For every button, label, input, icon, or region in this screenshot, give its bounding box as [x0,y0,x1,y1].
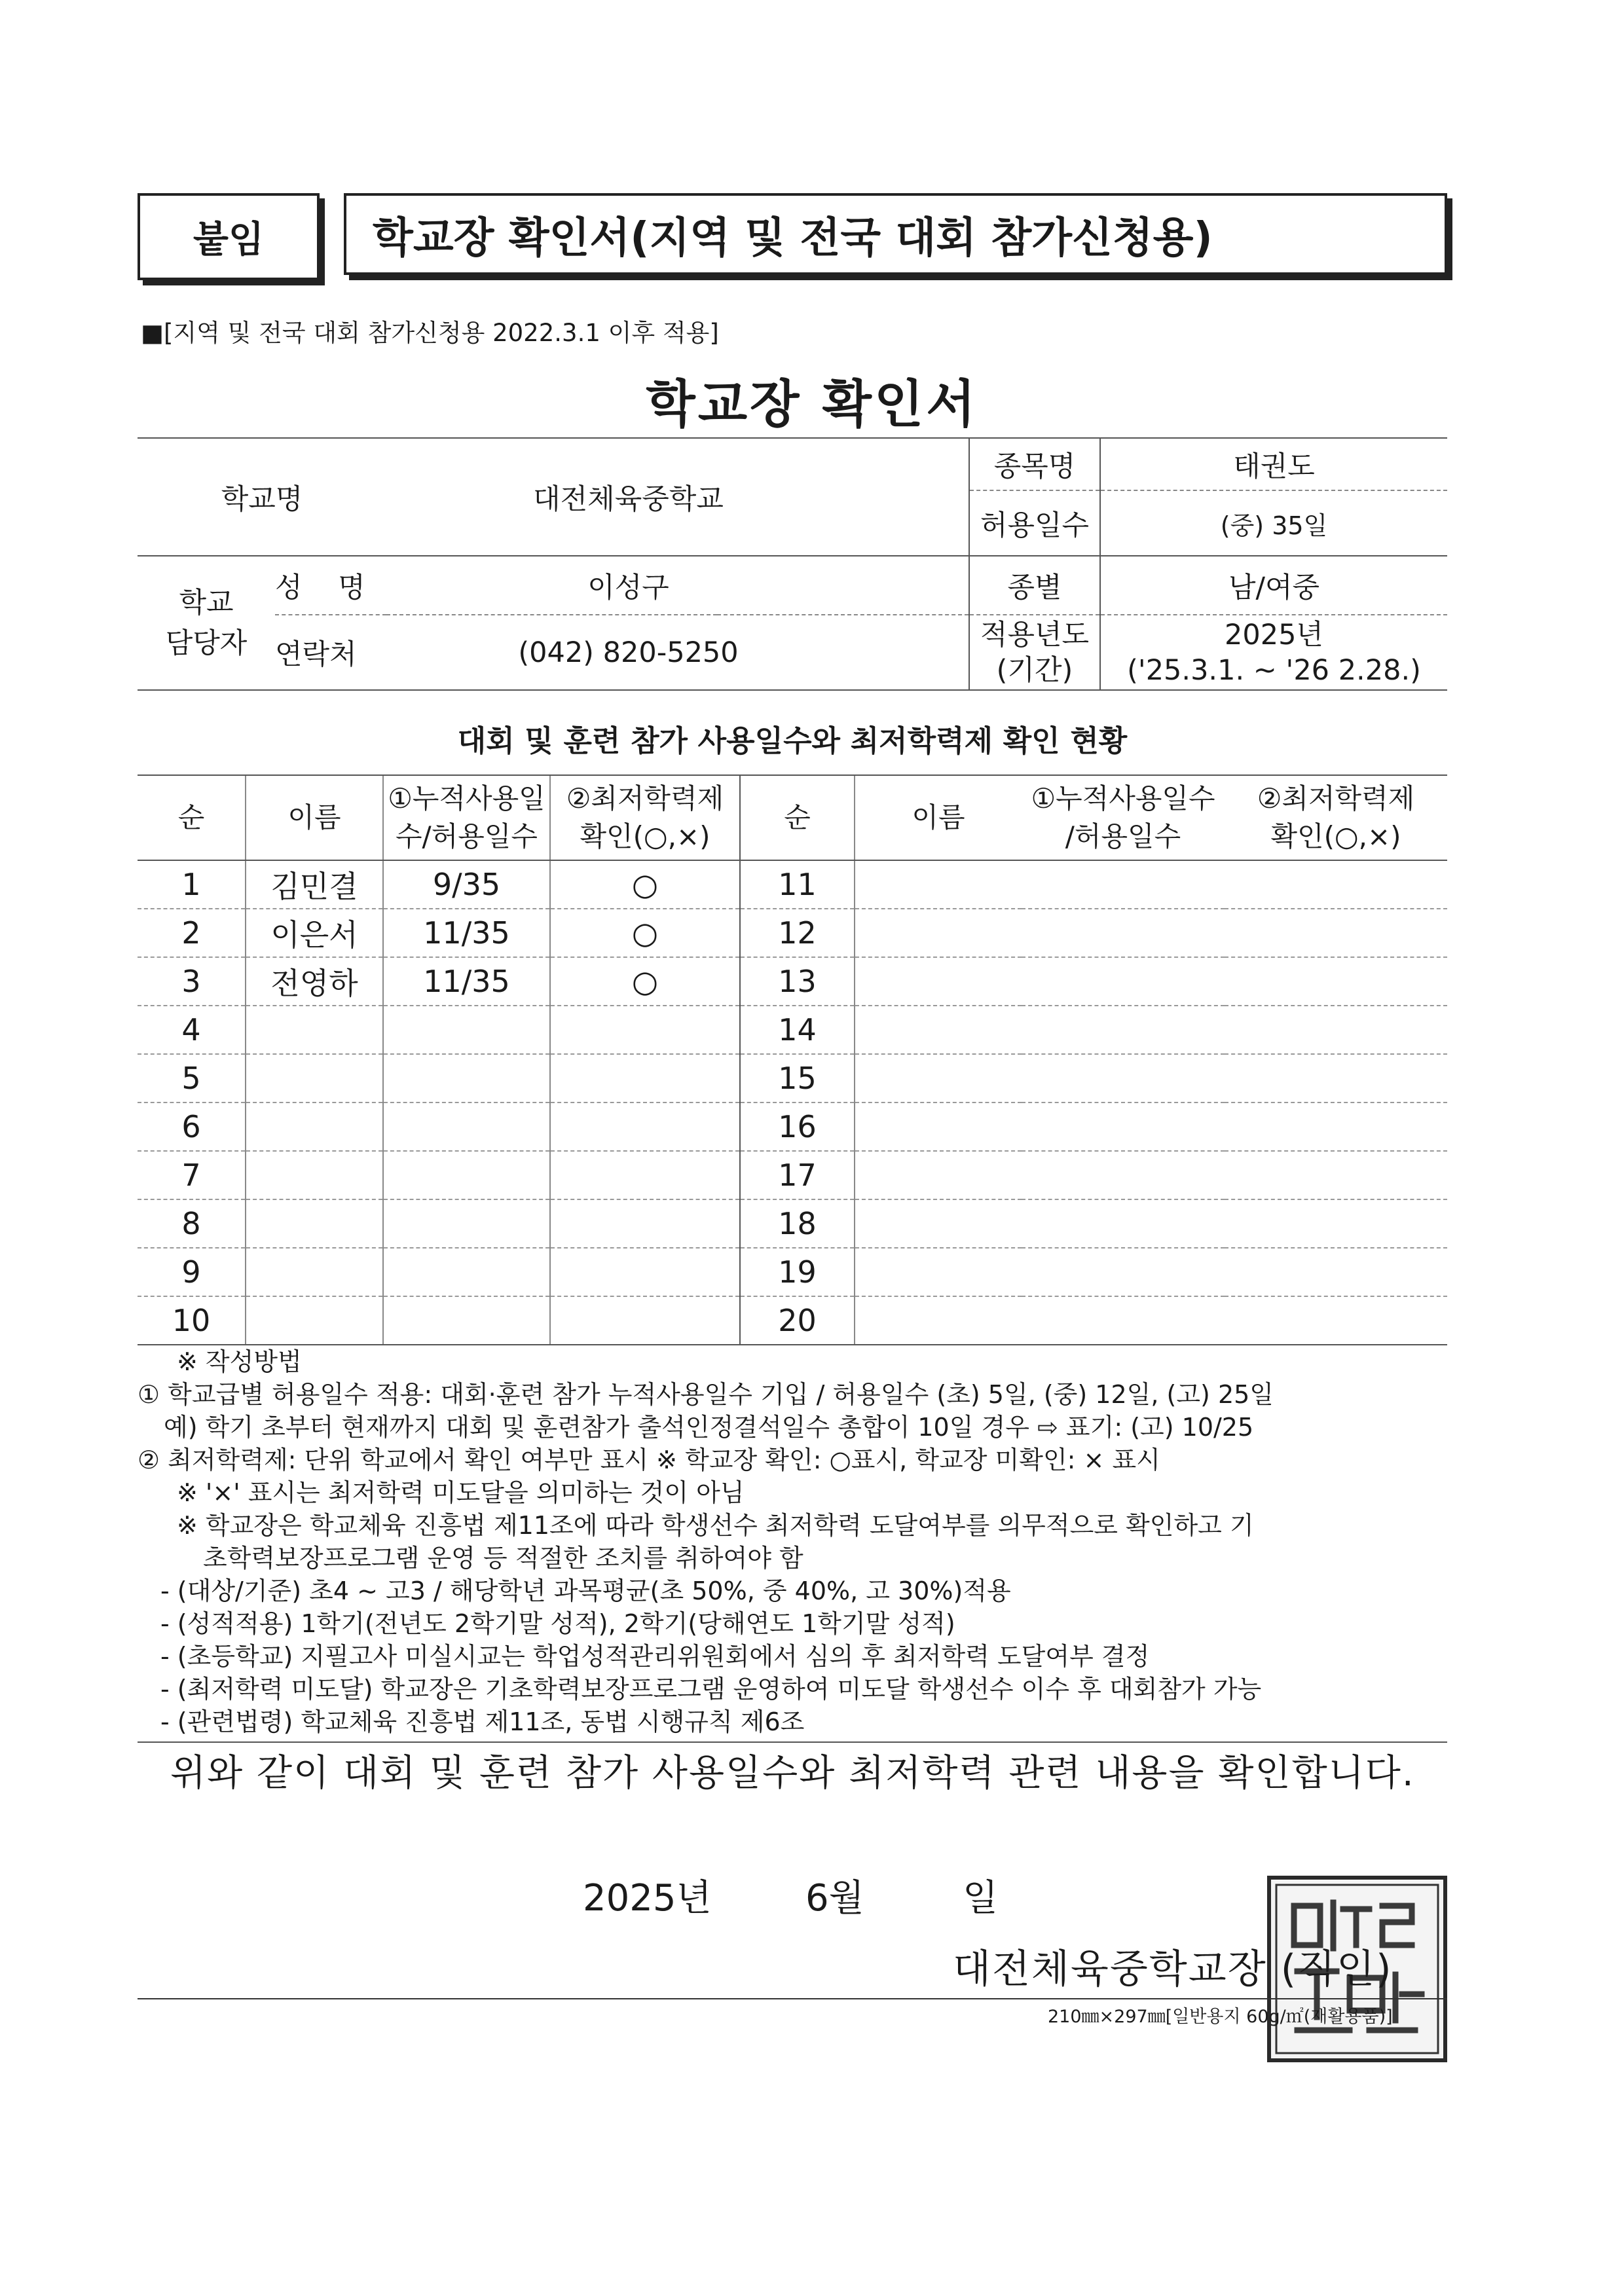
school-info-table [138,437,1447,691]
row-name-2 [855,957,1022,1006]
row-check [550,1199,740,1248]
note-line: 예) 학기 초부터 현재까지 대회 및 훈련참가 출석인정결석일수 총합이 10일 경우 ⇨ 표기: (고) 10/25 [164,1413,1254,1442]
row-check [550,1248,740,1296]
row-check [550,1151,740,1199]
row-days-2 [1022,1199,1225,1248]
row-name-2 [855,1151,1022,1199]
row-no: 10 [138,1296,246,1345]
row-name [246,1151,383,1199]
row-name: 김민결 [246,860,383,909]
table-row [138,860,1447,909]
manager-name-label: 성 명 [275,556,386,615]
header-days: ①누적사용일 수/허용일수 [383,775,550,860]
note-line: ※ '×' 표시는 최저학력 미도달을 의미하는 것이 아님 [177,1478,745,1507]
table-row [138,1199,1447,1248]
row-days-2 [1022,860,1225,909]
row-days-2 [1022,909,1225,957]
year-cell [1100,615,1447,690]
divider [138,1741,1447,1743]
header-check: ②최저학력제 확인(○,×) [550,775,740,860]
row-days [383,1054,550,1102]
row-days: 9/35 [383,860,550,909]
form-title-box [344,193,1447,275]
row-check-2 [1225,1199,1447,1248]
paper-spec: 210㎜×297㎜[일반용지 60g/㎡(재활용품)] [1048,2007,1393,2027]
row-check: ○ [550,957,740,1006]
row-name: 이은서 [246,909,383,957]
table-row [138,1054,1447,1102]
header-days-2: ①누적사용일수 /허용일수 [1022,775,1225,860]
date-month: 6월 [805,1877,864,1920]
contact-value: (042) 820-5250 [386,615,969,690]
allowed-days-label: 허용일수 [969,490,1100,556]
row-check [550,1296,740,1345]
row-name [246,1199,383,1248]
note-line: - (대상/기준) 초4 ~ 고3 / 해당학년 과목평균(초 50%, 중 40%, 고 30%)적용 [160,1576,1011,1605]
row-no-2: 15 [740,1054,855,1102]
table-row [138,1296,1447,1345]
note-line: 초학력보장프로그램 운영 등 적절한 조치를 취하여야 함 [203,1544,803,1573]
note-heading: ※ 작성방법 [177,1347,302,1376]
sport-label: 종목명 [969,438,1100,490]
note-line: ① 학교급별 허용일수 적용: 대회·훈련 참가 누적사용일수 기입 / 허용일수 (초) 5일, (중) 12일, (고) 25일 [138,1380,1274,1409]
note-line: - (초등학교) 지필고사 미실시교는 학업성적관리위원회에서 심의 후 최저학력 도달여부 결정 [160,1642,1150,1671]
row-name-2 [855,1102,1022,1151]
row-no-2: 19 [740,1248,855,1296]
school-name-value: 대전체육중학교 [386,438,969,556]
row-no-2: 12 [740,909,855,957]
note-line: - (성적적용) 1학기(전년도 2학기말 성적), 2학기(당해연도 1학기말 성적) [160,1609,955,1638]
table-row [138,909,1447,957]
row-no-2: 13 [740,957,855,1006]
writing-instructions [138,1345,1460,1738]
roster-table [138,774,1447,1345]
row-days [383,1006,550,1054]
row-check-2 [1225,909,1447,957]
row-check: ○ [550,860,740,909]
row-days-2 [1022,1151,1225,1199]
row-no-2: 18 [740,1199,855,1248]
principal-signature: 대전체육중학교장 (직인) [953,1946,1393,1992]
row-name [246,1054,383,1102]
row-no: 8 [138,1199,246,1248]
row-check [550,1102,740,1151]
sport-value: 태권도 [1100,438,1447,490]
table-row [138,1006,1447,1054]
row-name [246,1006,383,1054]
row-check [550,1054,740,1102]
date-year: 2025년 [583,1877,712,1920]
note-line: ② 최저학력제: 단위 학교에서 확인 여부만 표시 ※ 학교장 확인: ○표시, 학교장 미확인: × 표시 [138,1446,1160,1474]
row-name: 전영하 [246,957,383,1006]
attachment-tag [138,193,320,280]
roster-body [138,860,1447,1345]
row-days-2 [1022,1248,1225,1296]
header-no-2: 순 [740,775,855,860]
row-check-2 [1225,1296,1447,1345]
row-name-2 [855,909,1022,957]
footer-divider [138,1998,1447,1999]
category-value: 남/여중 [1100,556,1447,615]
row-check-2 [1225,1248,1447,1296]
row-days-2 [1022,1006,1225,1054]
row-days-2 [1022,1054,1225,1102]
row-days-2 [1022,1296,1225,1345]
applicability-note: ■[지역 및 전국 대회 참가신청용 2022.3.1 이후 적용] [141,319,719,347]
row-no: 3 [138,957,246,1006]
row-name-2 [855,1296,1022,1345]
row-no-2: 16 [740,1102,855,1151]
year-value: 2025년 [1225,618,1323,651]
row-name [246,1248,383,1296]
row-name-2 [855,860,1022,909]
row-no-2: 20 [740,1296,855,1345]
row-check-2 [1225,1006,1447,1054]
row-no: 5 [138,1054,246,1102]
row-check-2 [1225,860,1447,909]
header-check-2: ②최저학력제 확인(○,×) [1225,775,1447,860]
header-no: 순 [138,775,246,860]
row-name [246,1296,383,1345]
row-days [383,1102,550,1151]
section-title: 대회 및 훈련 참가 사용일수와 최저학력제 확인 현황 [457,723,1128,758]
confirmation-statement: 위와 같이 대회 및 훈련 참가 사용일수와 최저학력 관련 내용을 확인합니다. [170,1752,1415,1795]
row-check: ○ [550,909,740,957]
row-check-2 [1225,957,1447,1006]
row-no: 6 [138,1102,246,1151]
header-name: 이름 [246,775,383,860]
row-days-2 [1022,1102,1225,1151]
note-line: ※ 학교장은 학교체육 진흥법 제11조에 따라 학생선수 최저학력 도달여부를 의무적으로 확인하고 기 [177,1511,1254,1540]
row-days [383,1296,550,1345]
row-name-2 [855,1199,1022,1248]
row-no: 2 [138,909,246,957]
row-check-2 [1225,1151,1447,1199]
manager-label: 학교 담당자 [138,556,275,690]
table-row [138,1151,1447,1199]
school-name-label: 학교명 [138,438,386,556]
row-days: 11/35 [383,957,550,1006]
document-heading: 학교장 확인서 [646,375,978,434]
table-row [138,1248,1447,1296]
row-no: 4 [138,1006,246,1054]
note-line: - (최저학력 미도달) 학교장은 기초학력보장프로그램 운영하여 미도달 학생선수 이수 후 대회참가 가능 [160,1675,1262,1704]
note-line: - (관련법령) 학교체육 진흥법 제11조, 동법 시행규칙 제6조 [160,1707,805,1736]
row-no-2: 17 [740,1151,855,1199]
row-no-2: 11 [740,860,855,909]
row-name [246,1102,383,1151]
row-days-2 [1022,957,1225,1006]
contact-label: 연락처 [275,615,386,690]
row-days [383,1151,550,1199]
manager-name-value: 이성구 [386,556,969,615]
row-check [550,1006,740,1054]
row-no: 1 [138,860,246,909]
row-check-2 [1225,1102,1447,1151]
header-name-2: 이름 [855,775,1022,860]
year-label: 적용년도 (기간) [969,615,1100,690]
row-name-2 [855,1248,1022,1296]
row-no: 9 [138,1248,246,1296]
row-name-2 [855,1054,1022,1102]
row-days [383,1248,550,1296]
row-name-2 [855,1006,1022,1054]
row-check-2 [1225,1054,1447,1102]
row-no: 7 [138,1151,246,1199]
attachment-tag-label: 붙임 [193,218,265,261]
form-title: 학교장 확인서(지역 및 전국 대회 참가신청용) [373,213,1213,263]
allowed-days-value: (중) 35일 [1100,490,1447,556]
row-days [383,1199,550,1248]
row-no-2: 14 [740,1006,855,1054]
period-value: ('25.3.1. ~ '26 2.28.) [1127,653,1421,687]
row-days: 11/35 [383,909,550,957]
table-row [138,957,1447,1006]
date-day: 일 [963,1877,999,1920]
table-row [138,1102,1447,1151]
category-label: 종별 [969,556,1100,615]
